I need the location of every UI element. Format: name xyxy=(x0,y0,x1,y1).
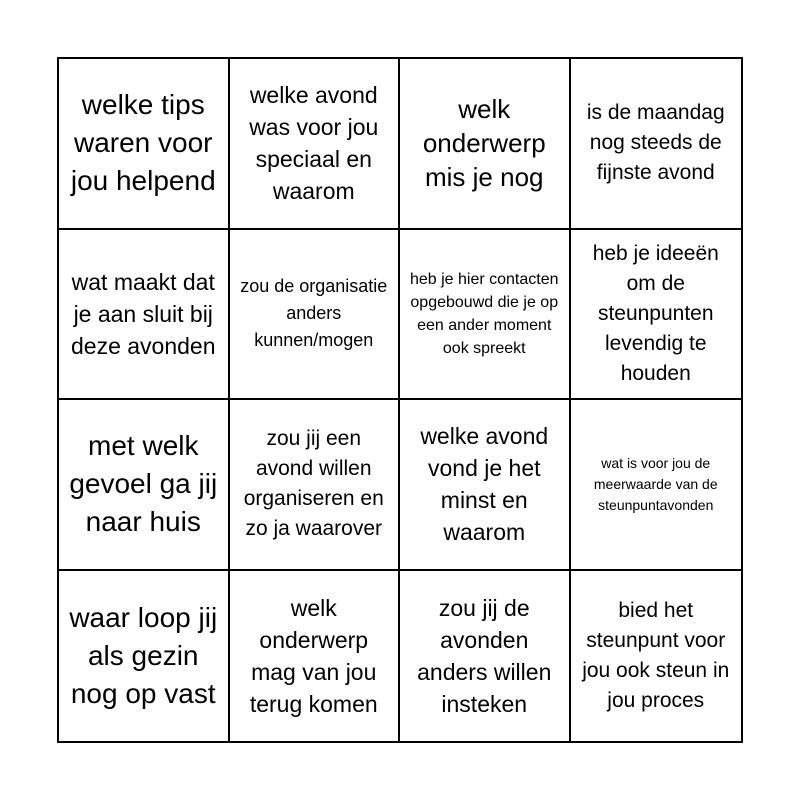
bingo-cell-text: bied het steunpunt voor jou ook steun in jou proces xyxy=(582,598,730,712)
bingo-cell[interactable] xyxy=(230,400,401,571)
bingo-cell-text: is de maandag nog steeds de fijnste avond xyxy=(586,101,725,185)
bingo-cell-text: welke tips waren voor jou helpend xyxy=(70,89,216,197)
bingo-cell[interactable] xyxy=(400,571,571,742)
bingo-cell-text: wat is voor jou de meerwaarde van de steunpuntavonden xyxy=(593,454,718,513)
bingo-cell[interactable] xyxy=(571,59,742,230)
bingo-cell[interactable] xyxy=(59,400,230,571)
bingo-cell[interactable] xyxy=(571,230,742,401)
bingo-cell[interactable] xyxy=(230,571,401,742)
bingo-cell-text: welke avond vond je het minst en waarom xyxy=(420,423,549,546)
bingo-cell[interactable] xyxy=(230,230,401,401)
bingo-cell[interactable] xyxy=(59,59,230,230)
bingo-cell-text: welk onderwerp mis je nog xyxy=(422,94,546,193)
bingo-cell[interactable] xyxy=(571,400,742,571)
bingo-cell[interactable] xyxy=(59,571,230,742)
bingo-cell-text: zou jij de avonden anders willen insteken xyxy=(417,594,552,717)
bingo-cell-text: met welk gevoel ga jij naar huis xyxy=(69,430,218,538)
bingo-cell-text: heb je hier contacten opgebouwd die je op een ander moment ook spreekt xyxy=(409,270,559,357)
bingo-cell-text: waar loop jij als gezin nog op vast xyxy=(69,601,218,709)
bingo-cell-text: welk onderwerp mag van jou terug komen xyxy=(249,594,378,717)
bingo-cell-text: welke avond was voor jou speciaal en waarom xyxy=(249,82,379,205)
bingo-card xyxy=(57,57,743,743)
bingo-cell[interactable] xyxy=(400,400,571,571)
bingo-cell-text: wat maakt dat je aan sluit bij deze avonden xyxy=(70,268,216,359)
bingo-cell[interactable] xyxy=(400,230,571,401)
bingo-cell[interactable] xyxy=(571,571,742,742)
bingo-cell-text: zou de organisatie anders kunnen/mogen xyxy=(240,276,388,351)
bingo-cell-text: zou jij een avond willen organiseren en zo ja waarover xyxy=(243,427,384,541)
bingo-cell[interactable] xyxy=(230,59,401,230)
bingo-cell-text: heb je ideeën om de steunpunten levendig te houden xyxy=(592,241,719,385)
bingo-cell[interactable] xyxy=(400,59,571,230)
bingo-cell[interactable] xyxy=(59,230,230,401)
